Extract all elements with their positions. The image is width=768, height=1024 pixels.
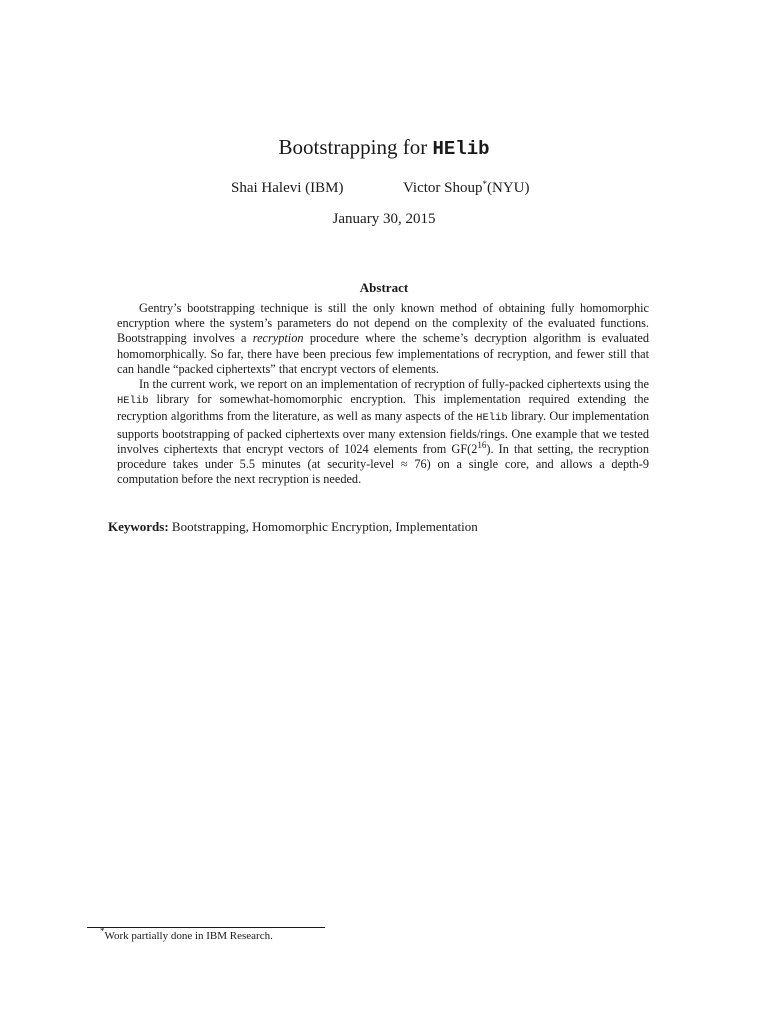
author-footnote-mark: * (482, 179, 488, 189)
footnote-text: Work partially done in IBM Research. (104, 930, 273, 942)
abstract-text: library for somewhat-homomorphic encryption. This implementation required extending the recryption algorithms from the literature, as well as many aspects of the (117, 392, 649, 424)
abstract-superscript: 16 (477, 439, 487, 450)
abstract-text: In the current work, we report on an implementation of recryption of fully-packed ciphertexts using the (139, 377, 649, 392)
keywords (108, 518, 478, 535)
paper-title-text: Bootstrapping for (278, 135, 433, 159)
abstract-text: procedure where the scheme’s decryption algorithm is evaluated homomorphically. So far, there have been precious few implementations of recryption, and fewer still that can handle “packed ciphertexts” that encrypt vectors of elements. (117, 331, 649, 376)
author-shoup-name: Victor Shoup (403, 180, 483, 196)
footnote-divider (87, 927, 325, 928)
abstract-library-name: HElib (476, 412, 508, 425)
abstract-text: ). In that setting, the recryption procedure takes under 5.5 minutes (at security-level ≈ 76) on a single core, and allows a depth-9 computation before the next recryption is needed. (117, 441, 649, 487)
abstract-heading: Abstract (359, 280, 409, 295)
author-shoup (403, 178, 530, 198)
footnote-mark: * (100, 926, 105, 936)
abstract-text: library. Our implementation supports bootstrapping of packed ciphertexts over many extension fields/rings. One example that we tested involves ciphertexts that encrypt vectors of 1024 elements from GF(2 (117, 409, 649, 456)
paper-date: January 30, 2015 (332, 211, 436, 227)
paper-title (0, 133, 768, 163)
abstract-text: Gentry’s bootstrapping technique is still the only known method of obtaining fully homomorphic encryption where the system’s parameters do not depend on the complexity of the evaluated functions. Bootstrapping involves a (117, 301, 649, 346)
abstract-paragraph (117, 377, 649, 487)
keywords-label: Keywords: (108, 519, 169, 534)
abstract-body (117, 301, 649, 487)
abstract-library-name: HElib (117, 395, 149, 408)
abstract-paragraph (117, 301, 649, 377)
abstract-emphasis: recryption (252, 331, 304, 346)
author-shoup-affiliation: (NYU) (487, 180, 530, 196)
author-halevi: Shai Halevi (IBM) (231, 180, 344, 196)
keywords-list: Bootstrapping, Homomorphic Encryption, Implementation (168, 519, 478, 534)
paper-title-library: HElib (432, 138, 490, 160)
footnote (100, 926, 273, 943)
